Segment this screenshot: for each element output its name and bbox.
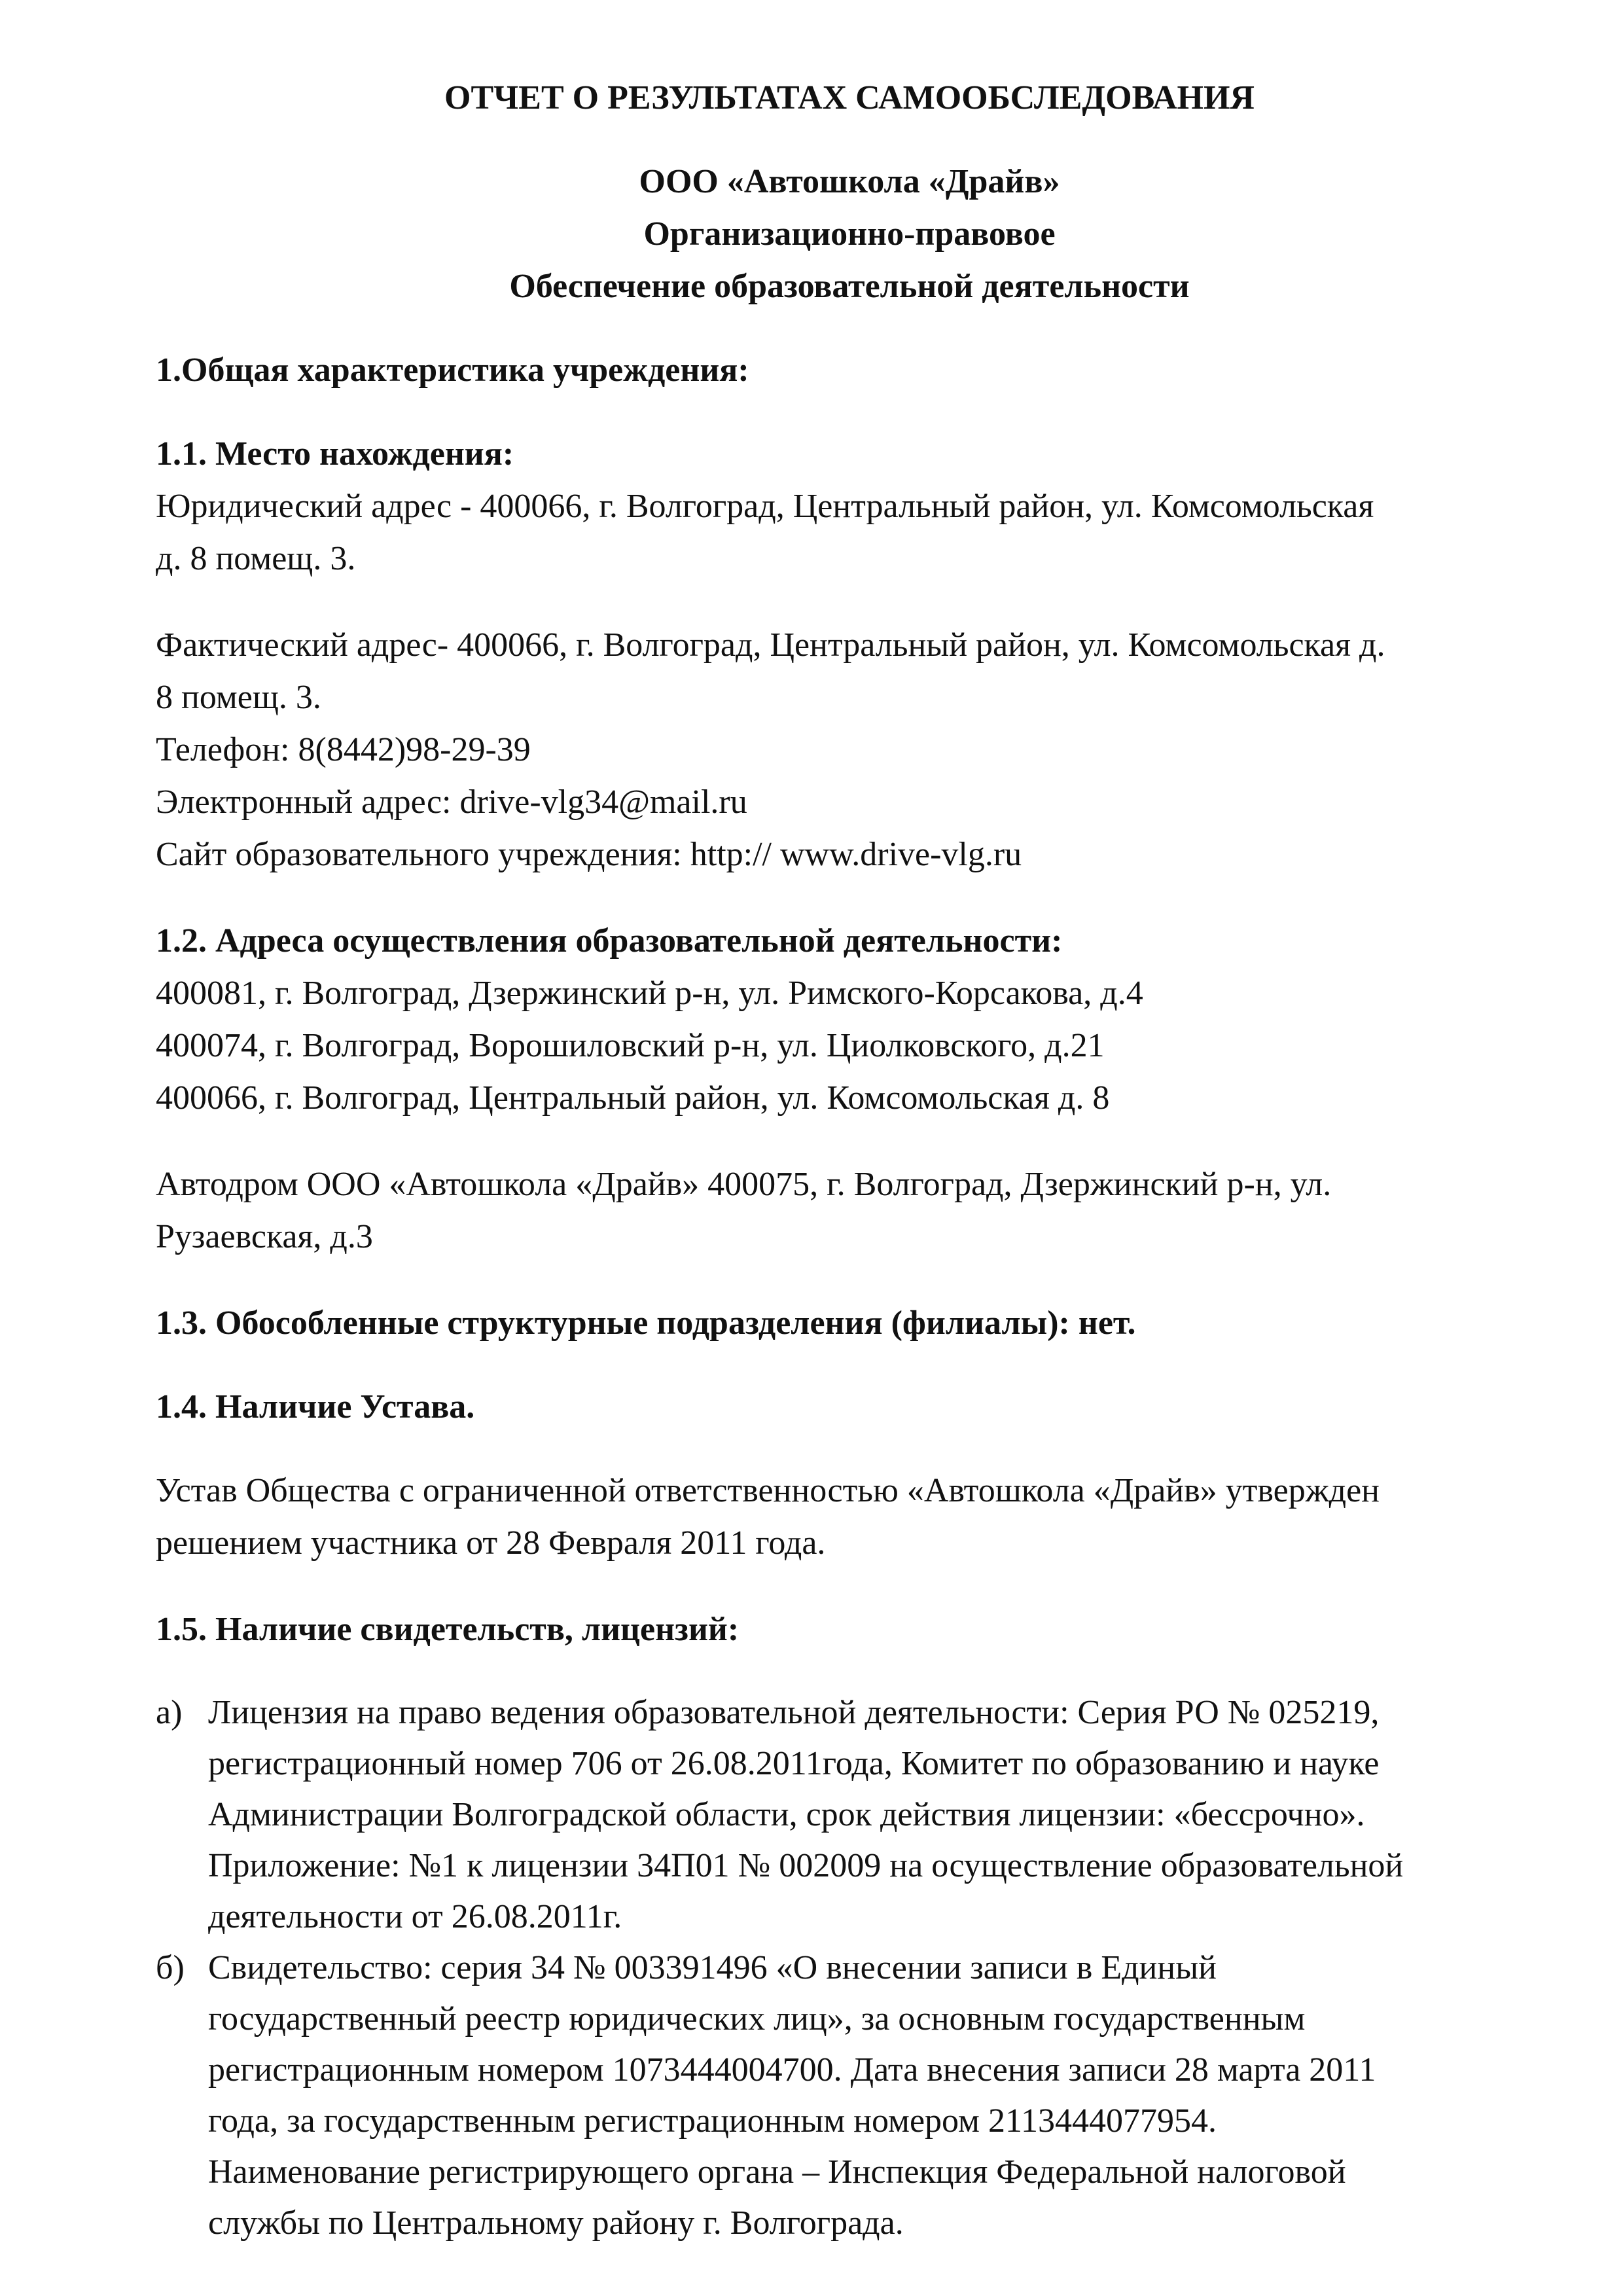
charter-text-line-2: решением участника от 28 Февраля 2011 года. bbox=[156, 1524, 826, 1562]
licenses-list bbox=[156, 1687, 1543, 2249]
section-1-4-heading: 1.4. Наличие Устава. bbox=[156, 1388, 475, 1426]
legal-address-line-2: д. 8 помещ. 3. bbox=[156, 540, 356, 577]
section-1-5-heading: 1.5. Наличие свидетельств, лицензий: bbox=[156, 1611, 740, 1648]
actual-address-line-1: Фактический адрес- 400066, г. Волгоград, Центральный район, ул. Комсомольская д. bbox=[156, 626, 1385, 664]
document-title: ОТЧЕТ О РЕЗУЛЬТАТАХ САМООБСЛЕДОВАНИЯ bbox=[444, 79, 1255, 117]
autodrome-line-2: Рузаевская, д.3 bbox=[156, 1218, 373, 1255]
section-1-heading: 1.Общая характеристика учреждения: bbox=[156, 351, 749, 389]
autodrome-block bbox=[156, 1158, 1543, 1263]
list-item-text bbox=[208, 1943, 1543, 2249]
section-1-1-contacts bbox=[156, 619, 1543, 881]
phone-line: Телефон: 8(8442)98-29-39 bbox=[156, 731, 531, 768]
license-line-2: регистрационный номер 706 от 26.08.2011года, Комитет по образованию и науке bbox=[208, 1745, 1380, 1782]
education-address-2: 400074, г. Волгоград, Ворошиловский р-н, ул. Циолковского, д.21 bbox=[156, 1027, 1105, 1064]
organization-name: ООО «Автошкола «Драйв» bbox=[639, 163, 1060, 200]
list-marker-b: б) bbox=[156, 1949, 185, 1986]
actual-address-line-2: 8 помещ. 3. bbox=[156, 679, 321, 716]
list-item-certificate bbox=[156, 1943, 1543, 2249]
section-1-4-text bbox=[156, 1465, 1543, 1570]
license-line-1: Лицензия на право ведения образовательной деятельности: Серия РО № 025219, bbox=[208, 1694, 1380, 1731]
license-line-4: Приложение: №1 к лицензии 34П01 № 002009 на осуществление образовательной bbox=[208, 1847, 1404, 1884]
license-line-5: деятельности от 26.08.2011г. bbox=[208, 1898, 622, 1935]
email-line: Электронный адрес: drive-vlg34@mail.ru bbox=[156, 783, 747, 821]
section-1-1 bbox=[156, 428, 1543, 585]
certificate-line-4: года, за государственным регистрационным номером 2113444077954. bbox=[208, 2102, 1217, 2140]
subtitle-line-2: Обеспечение образовательной деятельности bbox=[509, 268, 1190, 305]
section-1-2 bbox=[156, 915, 1543, 1124]
website-line: Сайт образовательного учреждения: http:// www.drive-vlg.ru bbox=[156, 836, 1022, 873]
certificate-line-1: Свидетельство: серия 34 № 003391496 «О внесении записи в Единый bbox=[208, 1949, 1217, 1986]
document-subtitle-block bbox=[156, 156, 1543, 313]
license-line-3: Администрации Волгоградской области, срок действия лицензии: «бессрочно». bbox=[208, 1796, 1365, 1833]
legal-address-line-1: Юридический адрес - 400066, г. Волгоград, Центральный район, ул. Комсомольская bbox=[156, 488, 1374, 525]
document-content bbox=[156, 72, 1543, 2249]
certificate-line-5: Наименование регистрирующего органа – Инспекция Федеральной налоговой bbox=[208, 2153, 1346, 2191]
section-1-3-heading: 1.3. Обособленные структурные подразделения (филиалы): нет. bbox=[156, 1304, 1136, 1342]
list-item-license bbox=[156, 1687, 1543, 1943]
certificate-line-3: регистрационным номером 1073444004700. Дата внесения записи 28 марта 2011 bbox=[208, 2051, 1376, 2089]
education-address-3: 400066, г. Волгоград, Центральный район, ул. Комсомольская д. 8 bbox=[156, 1079, 1110, 1117]
list-marker-a: а) bbox=[156, 1694, 183, 1731]
subtitle-line-1: Организационно-правовое bbox=[643, 215, 1056, 253]
charter-text-line-1: Устав Общества с ограниченной ответственностью «Автошкола «Драйв» утвержден bbox=[156, 1472, 1380, 1509]
section-1-1-heading: 1.1. Место нахождения: bbox=[156, 435, 514, 473]
list-item-text bbox=[208, 1687, 1543, 1943]
certificate-line-2: государственный реестр юридических лиц», за основным государственным bbox=[208, 2000, 1306, 2037]
section-1-2-heading: 1.2. Адреса осуществления образовательной деятельности: bbox=[156, 922, 1063, 960]
education-address-1: 400081, г. Волгоград, Дзержинский р-н, ул. Римского-Корсакова, д.4 bbox=[156, 975, 1143, 1012]
certificate-line-6: службы по Центральному району г. Волгограда. bbox=[208, 2204, 904, 2242]
autodrome-line-1: Автодром ООО «Автошкола «Драйв» 400075, г. Волгоград, Дзержинский р-н, ул. bbox=[156, 1166, 1332, 1203]
